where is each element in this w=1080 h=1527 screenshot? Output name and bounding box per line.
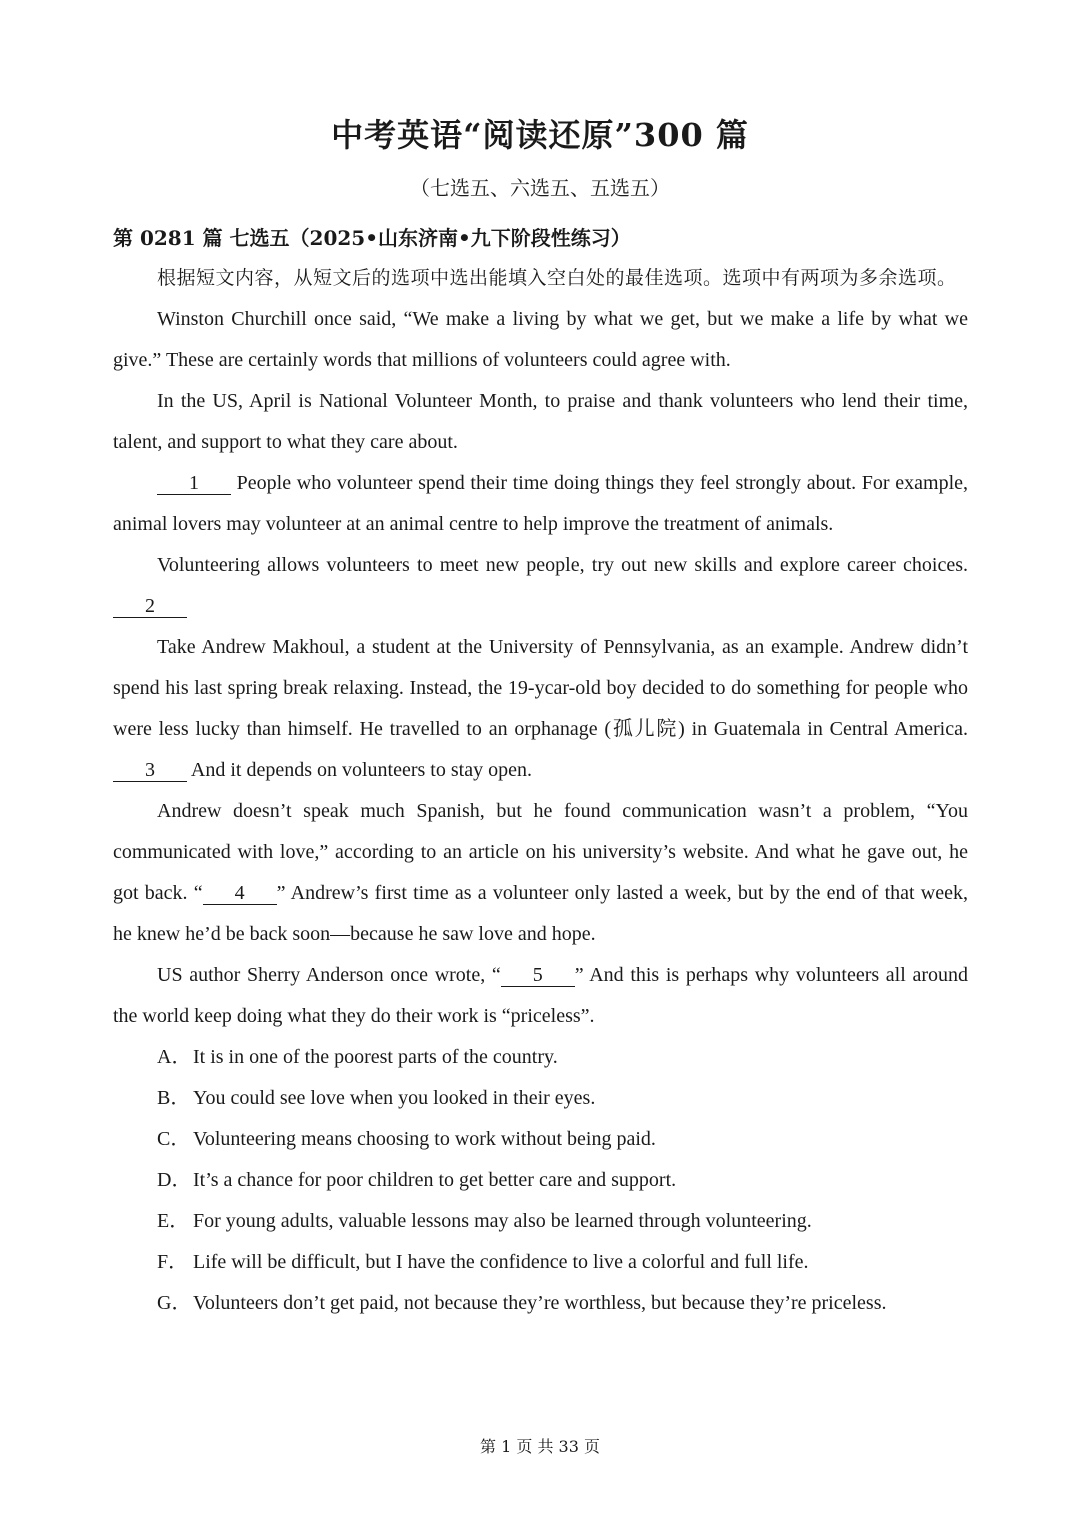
paragraph-text: Winston Churchill once said, “We make a living by what we get, but we make a life by what we give.” These are certainly words that millions of volunteers could agree with. [113,308,968,371]
answer-blank-2[interactable]: 2 [113,595,187,618]
option-a [113,1037,968,1078]
option-text: It is in one of the poorest parts of the country. [193,1046,558,1068]
option-text: It’s a chance for poor children to get better care and support. [193,1169,677,1191]
option-text: For young adults, valuable lessons may also be learned through volunteering. [193,1210,812,1232]
option-text: You could see love when you looked in their eyes. [193,1087,596,1109]
option-list [113,1037,968,1324]
answer-blank-4[interactable]: 4 [203,882,277,905]
paragraph-2 [113,381,968,463]
paragraph-text: People who volunteer spend their time doing things they feel strongly about. For example, animal lovers may volunteer at an animal centre to help improve the treatment of animals. [113,472,968,535]
paragraph-4 [113,545,968,627]
option-letter: F． [157,1251,189,1273]
instruction-text: 根据短文内容，从短文后的选项中选出能填入空白处的最佳选项。选项中有两项为多余选项。 [157,267,957,289]
paragraph-text: And it depends on volunteers to stay open. [187,759,532,781]
option-e [113,1201,968,1242]
option-g [113,1283,968,1324]
paragraph-text: In the US, April is National Volunteer Month, to praise and thank volunteers who lend their time, talent, and support to what they care about. [113,390,968,453]
passage [113,258,968,1324]
paragraph-text: Take Andrew Makhoul, a student at the University of Pennsylvania, as an example. Andrew didn’t spend his last spring break relaxing. Instead, the 19-ycar-old boy decided to do something for people who were less lucky than himself. He travelled to an orphanage (孤儿院) in Guatemala in Central America. [113,636,968,740]
document-subtitle: （七选五、六选五、五选五） [410,176,670,200]
page-footer: 第 1 页 共 33 页 [480,1437,600,1456]
document-title: 中考英语“阅读还原”300 篇 [331,116,749,154]
option-text: Volunteering means choosing to work without being paid. [193,1128,656,1150]
answer-blank-1[interactable]: 1 [157,472,231,495]
paragraph-1 [113,299,968,381]
option-letter: G． [157,1292,192,1314]
option-letter: C． [157,1128,191,1150]
option-b [113,1078,968,1119]
paragraph-3 [113,463,968,545]
option-letter: E． [157,1210,190,1232]
option-letter: B． [157,1087,191,1109]
option-text: Life will be difficult, but I have the confidence to live a colorful and full life. [193,1251,809,1273]
paragraph-5 [113,627,968,791]
paragraph-text: Andrew doesn’t speak much Spanish, but he found communication wasn’t a problem, “You communicated with love,” according to an article on his university’s website. And what he gave out, he got back. “ [113,800,968,904]
option-letter: A． [157,1046,192,1068]
paragraph-text: ” Andrew’s first time as a volunteer only lasted a week, but by the end of that week, he knew he’d be back soon—because he saw love and hope. [113,882,968,945]
paragraph-text: ” And this is perhaps why volunteers all around the world keep doing what they do their work is “priceless”. [113,964,968,1027]
option-c [113,1119,968,1160]
paragraph-7 [113,955,968,1037]
paragraph-text: US author Sherry Anderson once wrote, “ [157,964,501,986]
paragraph-6 [113,791,968,955]
paragraph-text: Volunteering allows volunteers to meet new people, try out new skills and explore career choices. [157,554,968,576]
answer-blank-3[interactable]: 3 [113,759,187,782]
section-heading: 第 0281 篇 七选五（2025•山东济南•九下阶段性练习） [113,226,631,250]
option-d [113,1160,968,1201]
option-letter: D． [157,1169,192,1191]
answer-blank-5[interactable]: 5 [501,964,575,987]
option-text: Volunteers don’t get paid, not because they’re worthless, but because they’re priceless. [193,1292,887,1314]
option-f [113,1242,968,1283]
